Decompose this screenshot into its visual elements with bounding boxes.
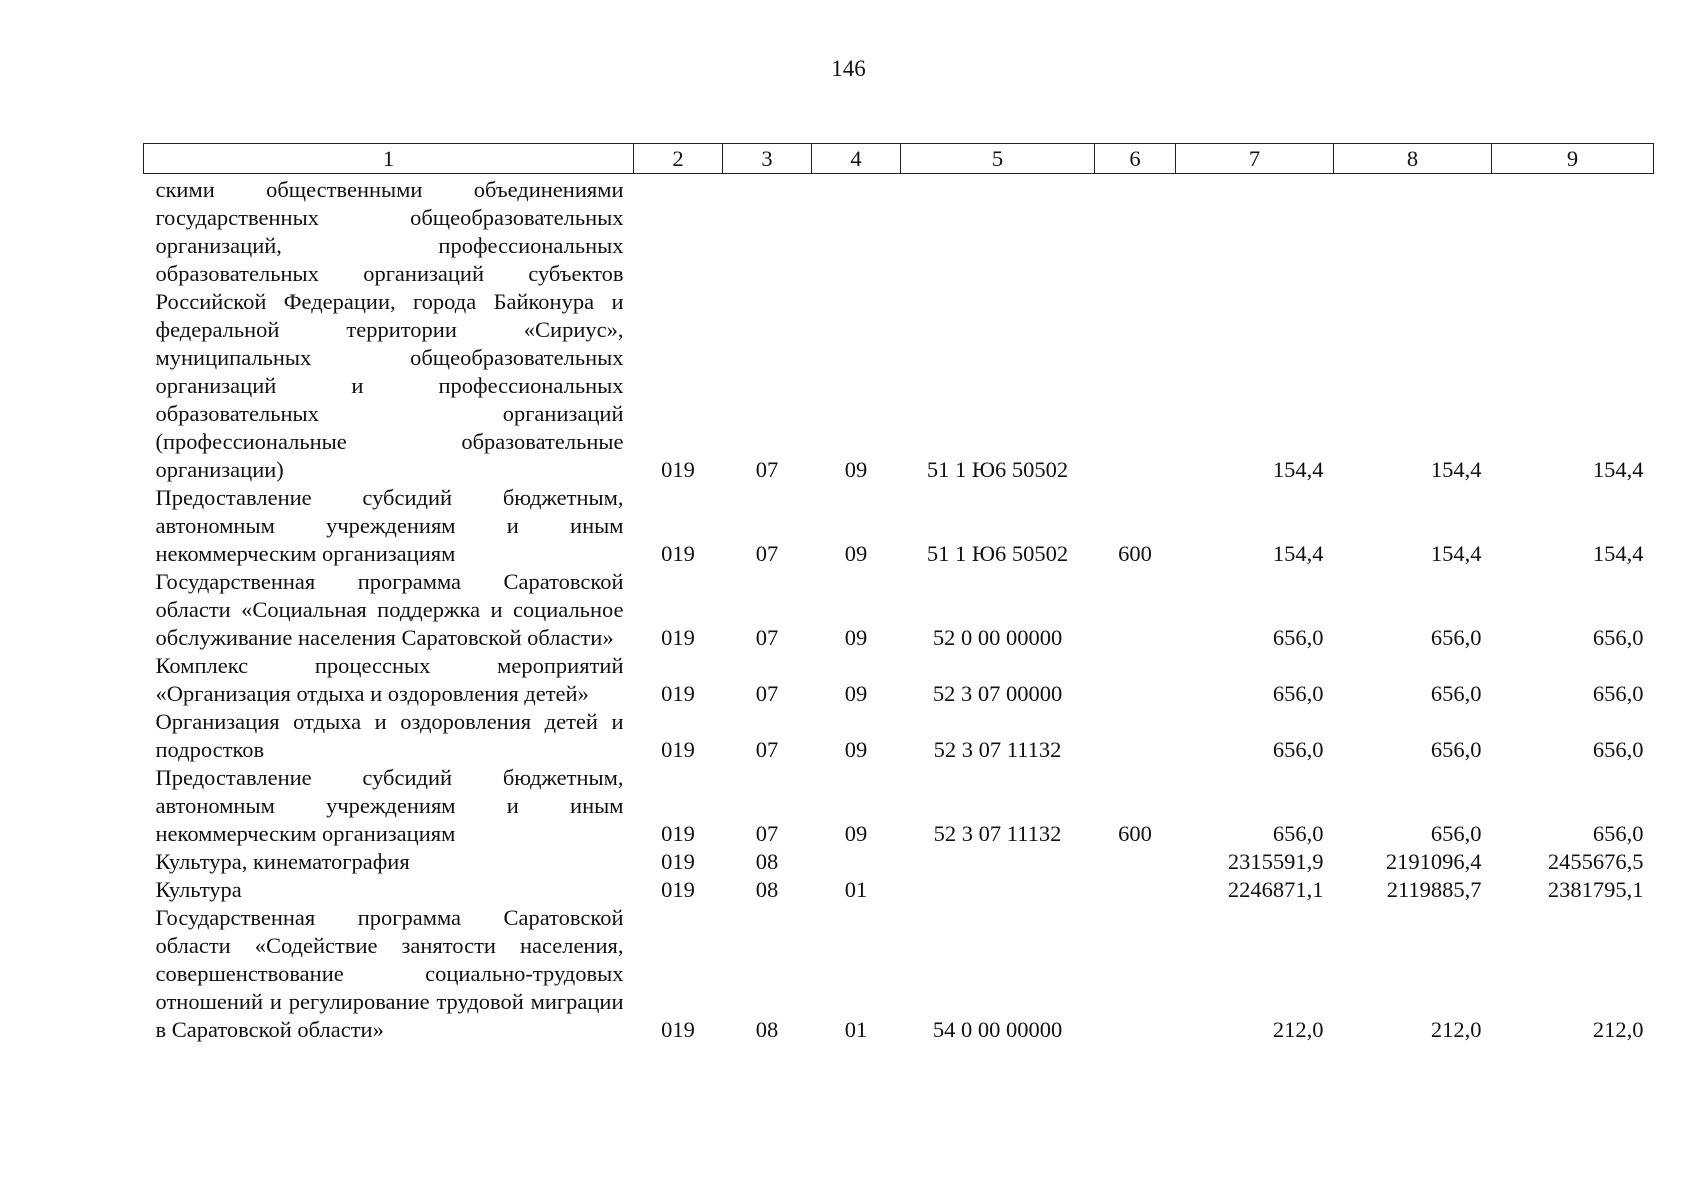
column-number-header: 7: [1176, 144, 1334, 174]
amount-column-8: 2191096,4: [1385, 849, 1482, 874]
budget-table: [143, 143, 1654, 1044]
amount-column-8: 656,0: [1430, 625, 1482, 650]
column-number-header: 3: [723, 144, 812, 174]
row-description: Государственная программа Саратовской области «Содействие занятости населения, совершенствование социально-трудовых отношений и регулирование трудовой миграции в Саратовской области»: [155, 905, 624, 1042]
section-code: 07: [755, 681, 779, 706]
amount-column-7: 656,0: [1272, 625, 1324, 650]
row-description: Культура: [155, 877, 242, 902]
amount-column-9: 154,4: [1592, 457, 1644, 482]
amount-column-8: 656,0: [1430, 737, 1482, 762]
amount-column-7: 212,0: [1272, 1017, 1324, 1042]
amount-column-7: 2246871,1: [1227, 877, 1324, 902]
section-code: 08: [755, 1017, 779, 1042]
expense-type-code: [1095, 904, 1176, 1044]
column-number-header: 9: [1492, 144, 1654, 174]
subsection-code: 09: [844, 681, 868, 706]
table-row: [144, 568, 1654, 652]
amount-column-7: 154,4: [1272, 457, 1324, 482]
ministry-code: 019: [661, 681, 695, 706]
ministry-code: 019: [661, 457, 695, 482]
target-article-code: 52 0 00 00000: [932, 625, 1063, 650]
column-number-header: 2: [634, 144, 723, 174]
amount-column-9: 656,0: [1592, 821, 1644, 846]
target-article-code: 52 3 07 11132: [933, 737, 1062, 762]
amount-column-7: 2315591,9: [1227, 849, 1324, 874]
target-article-code: [901, 848, 1095, 876]
subsection-code: 09: [844, 541, 868, 566]
amount-column-9: 212,0: [1592, 1017, 1644, 1042]
expense-type-code: 600: [1118, 821, 1152, 846]
section-code: 07: [755, 625, 779, 650]
ministry-code: 019: [661, 821, 695, 846]
table-row: [144, 484, 1654, 568]
amount-column-8: 2119885,7: [1386, 877, 1482, 902]
amount-column-8: 154,4: [1430, 457, 1482, 482]
target-article-code: [901, 876, 1095, 904]
row-description: Государственная программа Саратовской области «Социальная поддержка и социальное обслуживание населения Саратовской области»: [155, 569, 624, 650]
row-description: Культура, кинематография: [155, 849, 410, 874]
table-row: [144, 904, 1654, 1044]
amount-column-9: 656,0: [1592, 625, 1644, 650]
expense-type-code: [1095, 848, 1176, 876]
subsection-code: 09: [844, 457, 868, 482]
section-code: 08: [755, 849, 779, 874]
table-body: [144, 174, 1654, 1045]
table-row: [144, 174, 1654, 485]
row-description: Предоставление субсидий бюджетным, автономным учреждениям и иным некоммерческим организациям: [155, 765, 624, 846]
section-code: 08: [755, 877, 779, 902]
ministry-code: 019: [661, 1017, 695, 1042]
table-row: [144, 848, 1654, 876]
ministry-code: 019: [661, 849, 695, 874]
ministry-code: 019: [661, 625, 695, 650]
column-number-header: 1: [144, 144, 634, 174]
expense-type-code: [1095, 708, 1176, 764]
target-article-code: 51 1 Ю6 50502: [926, 457, 1069, 482]
expense-type-code: [1095, 174, 1176, 485]
column-number-header: 8: [1334, 144, 1492, 174]
table-row: [144, 876, 1654, 904]
ministry-code: 019: [661, 737, 695, 762]
page-number: 146: [831, 56, 866, 81]
column-number-row: [144, 144, 1654, 174]
ministry-code: 019: [661, 877, 695, 902]
table-row: [144, 708, 1654, 764]
row-description: Организация отдыха и оздоровления детей и подростков: [155, 709, 624, 762]
amount-column-8: 656,0: [1430, 681, 1482, 706]
amount-column-9: 656,0: [1592, 681, 1644, 706]
amount-column-7: 656,0: [1272, 821, 1324, 846]
row-description: скими общественными объединениями государственных общеобразовательных организаций, профессиональных образовательных организаций субъектов Российской Федерации, города Байконура и федеральной территории «Сириус», муниципальных общеобразовательных организаций и профессиональных образовательных организаций (профессиональные образовательные организации): [155, 177, 624, 482]
amount-column-7: 656,0: [1272, 681, 1324, 706]
section-code: 07: [755, 737, 779, 762]
column-number-header: 6: [1095, 144, 1176, 174]
subsection-code: 09: [844, 821, 868, 846]
subsection-code: 09: [844, 737, 868, 762]
subsection-code: [812, 848, 901, 876]
amount-column-7: 656,0: [1272, 737, 1324, 762]
expense-type-code: [1095, 876, 1176, 904]
row-description: Предоставление субсидий бюджетным, автономным учреждениям и иным некоммерческим организациям: [155, 485, 624, 566]
section-code: 07: [755, 541, 779, 566]
amount-column-8: 212,0: [1430, 1017, 1482, 1042]
table-row: [144, 652, 1654, 708]
amount-column-7: 154,4: [1272, 541, 1324, 566]
subsection-code: 01: [844, 877, 868, 902]
section-code: 07: [755, 821, 779, 846]
subsection-code: 01: [844, 1017, 868, 1042]
row-description: Комплекс процессных мероприятий «Организация отдыха и оздоровления детей»: [155, 653, 624, 706]
target-article-code: 52 3 07 00000: [932, 681, 1063, 706]
expense-type-code: [1095, 568, 1176, 652]
ministry-code: 019: [661, 541, 695, 566]
subsection-code: 09: [844, 625, 868, 650]
amount-column-9: 154,4: [1592, 541, 1644, 566]
amount-column-8: 154,4: [1430, 541, 1482, 566]
amount-column-9: 2381795,1: [1547, 877, 1644, 902]
amount-column-8: 656,0: [1430, 821, 1482, 846]
column-number-header: 5: [901, 144, 1095, 174]
expense-type-code: 600: [1118, 541, 1152, 566]
table-row: [144, 764, 1654, 848]
amount-column-9: 2455676,5: [1547, 849, 1644, 874]
target-article-code: 54 0 00 00000: [932, 1017, 1063, 1042]
expense-type-code: [1095, 652, 1176, 708]
section-code: 07: [755, 457, 779, 482]
amount-column-9: 656,0: [1592, 737, 1644, 762]
target-article-code: 52 3 07 11132: [933, 821, 1062, 846]
target-article-code: 51 1 Ю6 50502: [926, 541, 1069, 566]
column-number-header: 4: [812, 144, 901, 174]
